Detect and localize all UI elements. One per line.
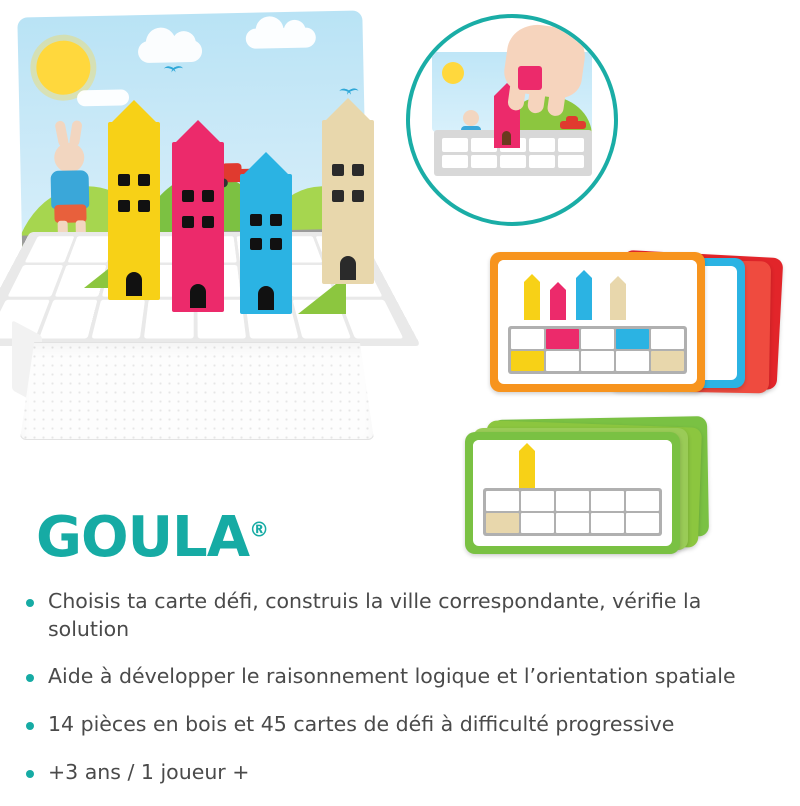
brand-logo bbox=[36, 505, 268, 570]
challenge-card-stack-orange bbox=[490, 252, 790, 402]
tray-front-panel bbox=[20, 342, 374, 440]
red-car-icon bbox=[560, 116, 586, 130]
challenge-card-stack-green bbox=[465, 418, 735, 553]
list-item-label: 14 pièces en bois et 45 cartes de défi à difficulté progressive bbox=[48, 712, 675, 737]
sun-icon bbox=[442, 62, 464, 84]
feature-list bbox=[20, 588, 780, 806]
card-green bbox=[465, 432, 680, 554]
cloud-icon bbox=[246, 27, 316, 48]
hand-photo bbox=[502, 21, 589, 101]
list-item bbox=[20, 711, 780, 739]
card-solution-grid bbox=[508, 326, 687, 374]
rabbit-character bbox=[46, 128, 98, 239]
roof-shape bbox=[322, 98, 374, 124]
bullet-dot-icon bbox=[26, 674, 34, 682]
house-piece-wood bbox=[322, 120, 374, 284]
house-piece-blue bbox=[240, 174, 292, 314]
closeup-inset-photo bbox=[406, 14, 618, 226]
held-house-piece bbox=[518, 66, 542, 90]
bullet-dot-icon bbox=[26, 599, 34, 607]
house-piece-pink bbox=[172, 142, 224, 312]
card-solution-grid bbox=[483, 488, 662, 536]
sun-icon bbox=[36, 40, 91, 95]
list-item-label: Choisis ta carte défi, construis la ville correspondante, vérifie la solution bbox=[48, 589, 702, 641]
card-illustration bbox=[473, 440, 672, 493]
roof-shape bbox=[108, 100, 160, 126]
brand-name: GOULA bbox=[36, 505, 250, 570]
house-piece-yellow bbox=[108, 122, 160, 300]
game-box bbox=[12, 14, 392, 464]
list-item-label: +3 ans / 1 joueur + bbox=[48, 759, 250, 784]
roof-shape bbox=[172, 120, 224, 146]
list-item bbox=[20, 663, 780, 691]
list-item bbox=[20, 759, 780, 787]
card-orange bbox=[490, 252, 705, 392]
roof-shape bbox=[240, 152, 292, 178]
list-item-label: Aide à développer le raisonnement logique et l’orientation spatiale bbox=[48, 664, 736, 689]
card-illustration bbox=[498, 260, 697, 322]
list-item bbox=[20, 588, 780, 643]
bird-icon bbox=[163, 66, 183, 76]
bullet-dot-icon bbox=[26, 770, 34, 778]
registered-mark: ® bbox=[249, 517, 269, 542]
cloud-icon bbox=[138, 40, 202, 63]
bullet-dot-icon bbox=[26, 722, 34, 730]
